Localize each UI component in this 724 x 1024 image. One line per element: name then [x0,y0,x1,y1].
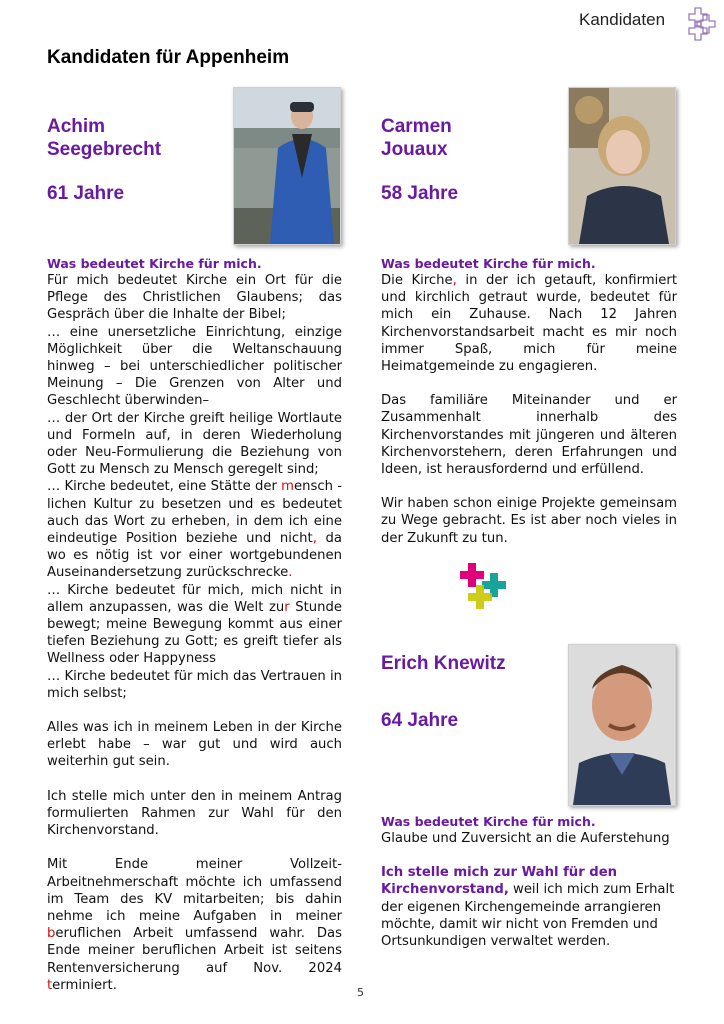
paragraph: Für mich bedeutet Kirche ein Ort für die Pflege des Christlichen Glaubens; das Gespräch über die Inhalte der Bibel; [47,273,342,323]
paragraph: Ich stelle mich zur Wahl für den Kirchenvorstand, weil ich mich zum Erhalt der eigenen Kirchengemeinde arrangieren möchte, damit wir nicht von Fremden und Ortsunkundigen verwaltet werden. [381,865,675,950]
name-line-1: Achim [47,116,106,137]
paragraph: Alles was ich in meinem Leben in der Kirche erlebt habe – war gut und wird auch weiterhin gut sein. [47,720,342,770]
paragraph: Das familiäre Miteinander und er Zusammenhalt innerhalb des Kirchenvorstandes mit jüngeren und älteren Kirchenvorstehern, deren Erfahrungen und Ideen, ist herausfordernd und erfüllend. [381,393,677,478]
section-heading-erich: Was bedeutet Kirche für mich. [381,814,596,829]
paragraph: Mit Ende meiner Vollzeit-Arbeitnehmerschaft möchte ich umfassend im Team des KV mitarbeiten; bis dahin nehme ich meine Aufgaben in meiner beruflichen Arbeit umfassend wahr. Das Ende meiner beruflichen Arbeit ist seitens Rentenversicherung auf Nov. 2024 terminiert. [47,857,342,993]
name-line-2: Jouaux [381,139,448,160]
text-carmen [381,272,677,547]
section-heading-carmen: Was bedeutet Kirche für mich. [381,256,596,271]
name-line-1: Carmen [381,116,452,137]
page-title: Kandidaten für Appenheim [47,47,290,68]
cross-grid-icon [683,6,717,42]
paragraph: Die Kirche, in der ich getauft, konfirmiert und kirchlich getraut wurde, bedeutet für mich ein Zuhause. Nach 12 Jahren Kirchenvorstandsarbeit macht es mir noch immer Spaß, mich für meine Heimatgemeinde zu engagieren. [381,273,677,375]
candidate-name-erich: Erich Knewitz [381,653,506,674]
text-erich [381,830,677,950]
candidate-age-achim: 61 Jahre [47,183,125,204]
colored-crosses-icon [460,563,514,615]
section-title: Kandidaten [579,10,666,29]
photo-achim [233,87,341,245]
candidate-name-achim [47,115,161,161]
paragraph: … Kirche bedeutet, eine Stätte der mensch -lichen Kultur zu besetzen und es bedeutet auch das Wort zu erheben, in dem ich eine eindeutige Position beziehe und nicht, da wo es nötig ist vor einer wortgebundenen Auseinandersetzung zurückschrecke. [47,479,342,581]
name-line-2: Seegebrecht [47,139,162,160]
photo-erich [568,644,676,806]
page-number: 5 [357,986,364,999]
paragraph: … Kirche bedeutet für mich das Vertrauen in mich selbst; [47,668,342,701]
paragraph: Wir haben schon einige Projekte gemeinsam zu Wege gebracht. Es ist aber noch vieles in der Zukunft zu tun. [381,496,677,546]
candidate-name-carmen [381,115,452,161]
candidate-age-carmen: 58 Jahre [381,183,459,204]
candidate-age-erich: 64 Jahre [381,710,459,731]
text-achim [47,272,342,994]
paragraph: … eine unersetzliche Einrichtung, einzige Möglichkeit über die Weltanschauung hinweg – bei unterschiedlicher politischer Meinung – Die Grenzen von Alter und Geschlecht überwinden– [47,324,342,409]
paragraph: … Kirche bedeutet für mich, mich nicht in allem anzupassen, was die Welt zur Stunde bewegt; meine Bewegung kommt aus einer tiefen Beziehung zu Gott; es greift tiefer als Wellness oder Happyness [47,582,342,667]
paragraph: Glaube und Zuversicht an die Auferstehung [381,831,670,846]
paragraph: … der Ort der Kirche greift heilige Wortlaute und Formeln auf, in deren Wiederholung oder Neu-Formulierung die Beziehung von Gott zu Mensch zu Mensch geregelt sind; [47,410,342,478]
section-heading-achim: Was bedeutet Kirche für mich. [47,256,262,271]
photo-carmen [568,87,676,245]
paragraph: Ich stelle mich unter den in meinem Antrag formulierten Rahmen zur Wahl für den Kirchenvorstand. [47,788,342,839]
